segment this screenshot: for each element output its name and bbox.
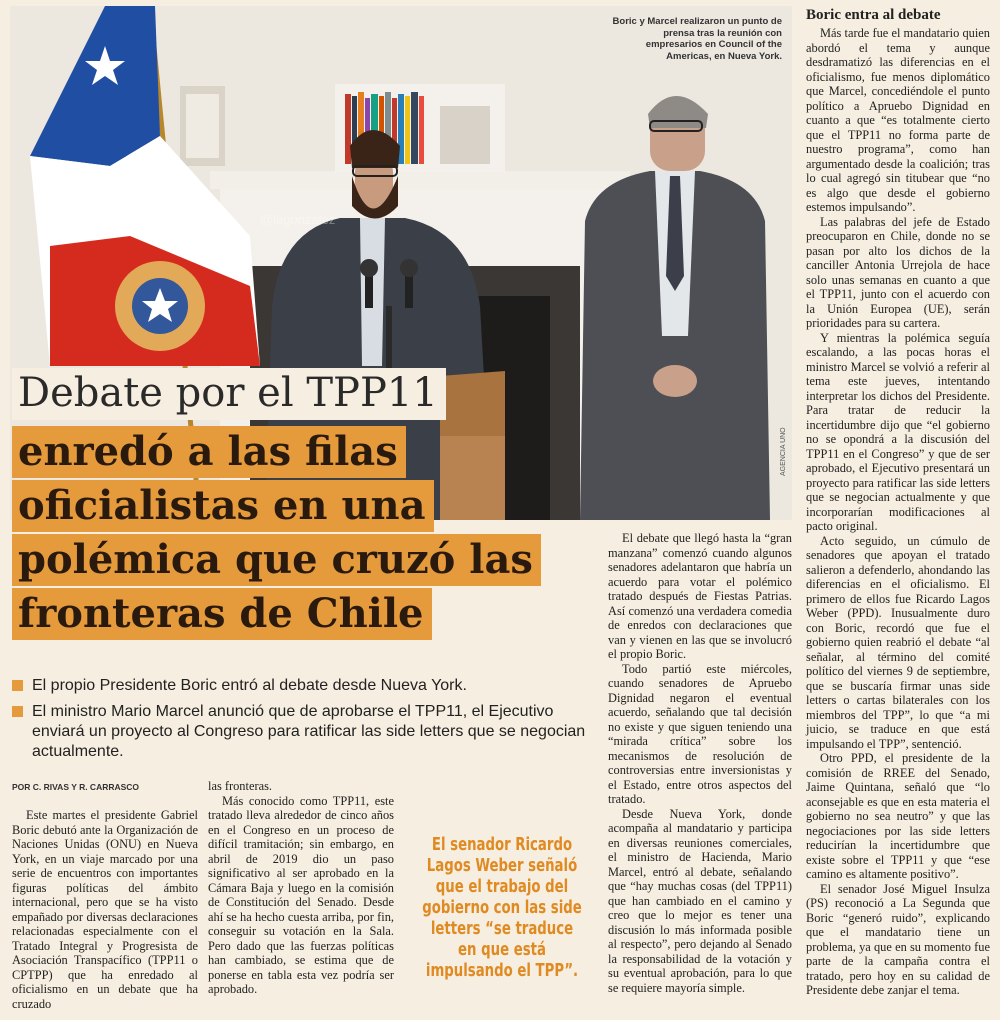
summary-bullets (12, 676, 592, 768)
watermark: @lagonzalez (260, 212, 336, 227)
headline-line-3: oficialistas en una (12, 480, 434, 532)
bullet-item (12, 702, 592, 762)
paragraph: Y mientras la polémica seguía escalando, a las pocas horas el ministro Marcel se volvió a referir al tema este jueves, intentando interpretar los dichos del Presidente. Para tratar de reducir la incertidumbre dijo que “el gobierno no se opondrá a la discusión del TPP11 en el Congreso” y que de ser aprobado, el Ejecutivo presentará un proyecto para ratificar las side letters que se negocian actualmente y que incorporarían modificaciones al pacto original. (806, 330, 990, 533)
bullet-item (12, 676, 592, 696)
bullet-square-icon (12, 680, 23, 691)
paragraph: El senador José Miguel Insulza (PS) reconoció a La Segunda que Boric “generó ruido”, explicando que el mandatario tiene un problema, ya que en su momento fue parte de la campaña contra el tratado, pero hoy en su calidad de Presidente debe zanjar el tema. (806, 881, 990, 997)
paragraph: Más tarde fue el mandatario quien abordó el tema y aunque desdramatizó las diferencias en el oficialismo, fue menos diplomático que Marcel, concediéndole el punto político a Apruebo Dignidad en cuanto a que “es totalmente cierto que el TPP11 no forma parte de nuestro programa”, como han argumentado desde la coalición; tras lo cual agregó sin titubear que “no es algo que desde el gobierno estemos impulsando”. (806, 26, 990, 214)
body-column-2 (208, 779, 394, 997)
subhead: Boric entra al debate (806, 7, 941, 23)
body-column-1 (12, 808, 198, 1011)
photo-credit (780, 466, 787, 476)
headline-line-1: Debate por el TPP11 (12, 368, 446, 420)
bullet-square-icon (12, 706, 23, 717)
pull-quote: El senador Ricardo Lagos Weber señaló que el trabajo del gobierno con las side letters “se traduce en que está impulsando el TPP”. (422, 834, 582, 981)
headline-line-5: fronteras de Chile (12, 588, 432, 640)
paragraph: Otro PPD, el presidente de la comisión de RREE del Senado, Jaime Quintana, señaló que “lo aconsejable es que en esta materia el gobierno no sea neutro” y que las negociaciones por las side letters reducirían la incertidumbre que existe sobre el TPP11 y que “ese camino es altamente positivo”. (806, 751, 990, 881)
byline: POR C. RIVAS Y R. CARRASCO (12, 782, 140, 792)
bullet-text: El ministro Mario Marcel anunció que de aprobarse el TPP11, el Ejecutivo enviará un proyecto al Congreso para ratificar las side letters que se negocian actualmente. (32, 703, 586, 760)
body-column-4 (806, 7, 990, 998)
paragraph: Desde Nueva York, donde acompaña al mandatario y participa en diversas reuniones comerciales, el ministro de Hacienda, Mario Marcel, entró al debate, señalando que “hay muchas cosas (del TPP11) que han cambiado en el camino y creo que lo mejor es tener una discusión lo más informada posible al respecto”, pero dejando al Senado la responsabilidad de la votación y su eventual aprobación, para lo que se requiere mayoría simple. (608, 806, 792, 995)
paragraph: Todo partió este miércoles, cuando senadores de Apruebo Dignidad negaron el eventual acuerdo, señalando que tal decisión no existe y que siguen teniendo una “mirada crítica” sobre los mecanismos de resolución de controversias entre inversionistas y el Estado, entre otros aspectos del tratado. (608, 661, 792, 806)
paragraph: Acto seguido, un cúmulo de senadores que apoyan el tratado salieron a defenderlo, ahondando las diferencias en el oficialismo. El primero de ellos fue Ricardo Lagos Weber (PPD). Inusualmente duro con Boric, recordó que fue el gobierno quien reabrió el debate “al señalar, al término del comité político del viernes 9 de septiembre, que se buscaría firmar unas side letters o cartas bilaterales con los miembros del TPP”, lo que “a mi juicio, se traduce en que está impulsando el TPP”, sentenció. (806, 533, 990, 751)
headline-line-2: enredó a las filas (12, 426, 406, 478)
paragraph: Las palabras del jefe de Estado preocuparon en Chile, donde no se pasan por alto los dichos de la canciller Antonia Urrejola de hace solo unas semanas en cuanto a que el TPP11, junto con el acuerdo con la Unión Europea (UE), serán prioridades para su cartera. (806, 214, 990, 330)
photo-caption: Boric y Marcel realizaron un punto de prensa tras la reunión con empresarios en Council of the Americas, en Nueva York. (612, 16, 782, 62)
paragraph: Este martes el presidente Gabriel Boric debutó ante la Organización de Naciones Unidas (ONU) en Nueva York, en un viaje marcado por una serie de encuentros con importantes figuras políticas del ámbito internacional, pero que se ha visto empañado por diversas declaraciones relacionadas especialmente con el Tratado Integral y Progresista de Asociación Transpacífico (TPP11 o CPTPP) que ha enredado al oficialismo en un debate que ha cruzado (12, 808, 198, 1011)
paragraph: las fronteras. (208, 779, 272, 793)
paragraph: El debate que llegó hasta la “gran manzana” comenzó cuando algunos senadores adelantaron que habría un acuerdo para votar el polémico tratado después de Fiestas Patrias. Así comenzó una verdadera comedia de enredos con declaraciones que van y vienen en las que se involucró el propio Boric. (608, 531, 792, 661)
paragraph: Más conocido como TPP11, este tratado lleva alrededor de cinco años en el Congreso en un proceso de difícil tramitación; sin embargo, en abril de 2019 dio un paso significativo al ser aprobado en la Cámara Baja y luego en la comisión de Constitución del Senado. Desde ahí se ha hecho cuesta arriba, por fin, conseguir su votación en la Sala. Pero dado que las fuerzas políticas han cambiado, se estima que de ponerse en tabla esta vez podría ser aprobado. (208, 793, 394, 996)
body-column-3 (608, 531, 792, 995)
bullet-text: El propio Presidente Boric entró al debate desde Nueva York. (32, 677, 467, 694)
headline-line-4: polémica que cruzó las (12, 534, 541, 586)
